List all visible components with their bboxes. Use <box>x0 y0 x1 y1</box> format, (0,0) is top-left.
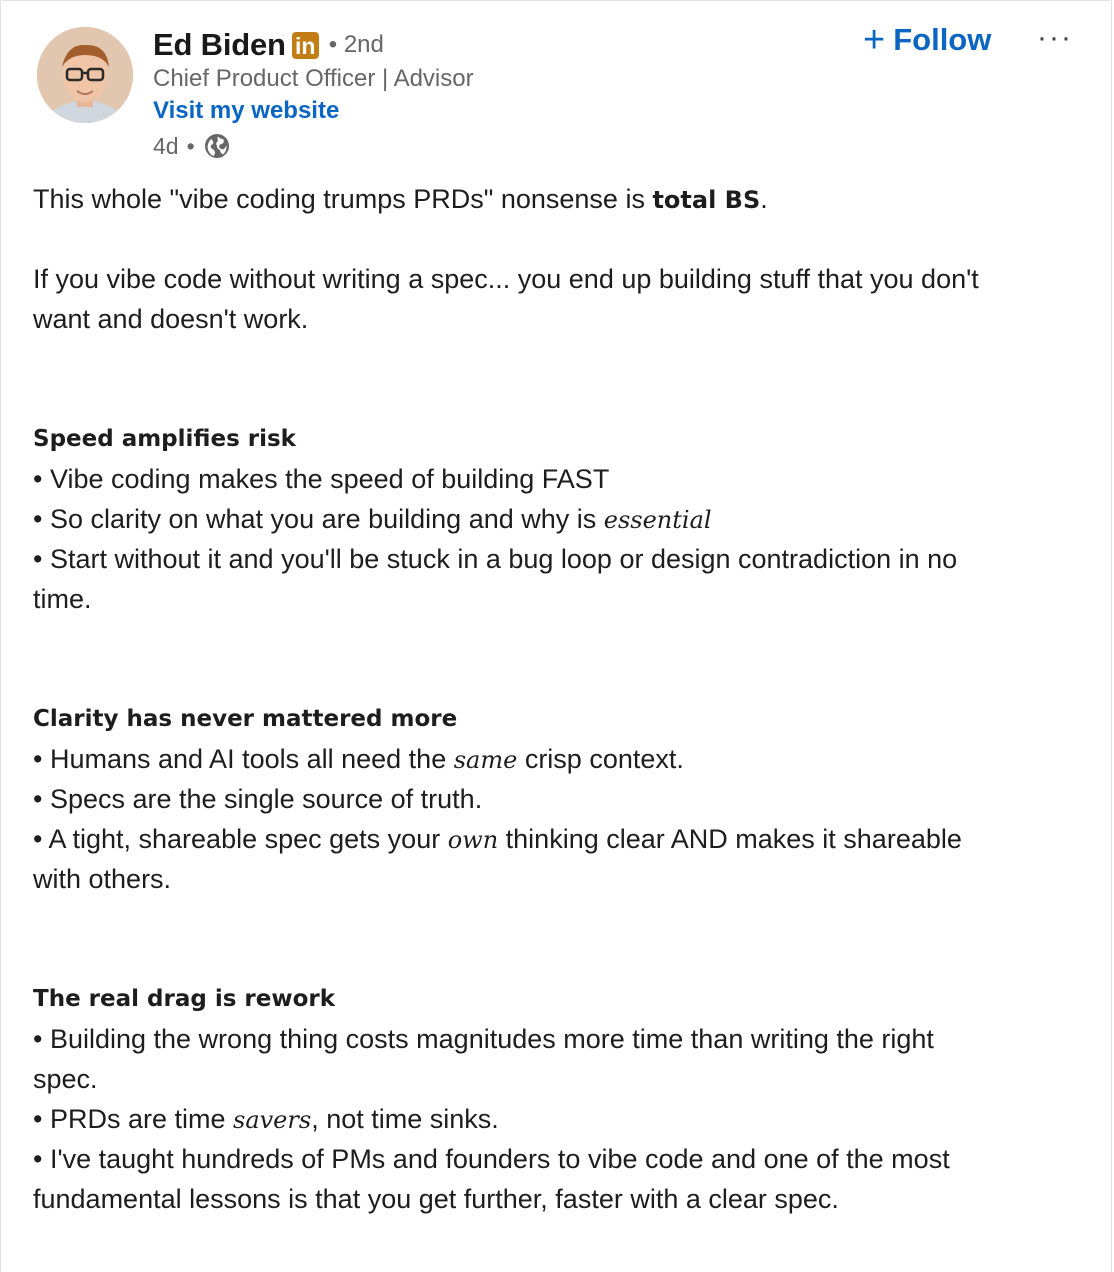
post-intro <box>33 179 1083 219</box>
post-paragraph-cont: want and doesn't work. <box>33 304 309 334</box>
avatar-photo <box>37 27 133 123</box>
bullet-emphasis: savers <box>233 1106 312 1134</box>
bullet-item <box>33 1099 1083 1139</box>
bullet-emphasis: own <box>447 826 499 854</box>
author-name[interactable]: Ed Biden <box>153 27 286 62</box>
section-heading: Speed amplifies risk <box>33 426 296 452</box>
bullet-item: • Specs are the single source of truth. <box>33 784 483 814</box>
bullet-item-cont: fundamental lessons is that you get further, faster with a clear spec. <box>33 1184 839 1214</box>
bullet-text: • PRDs are time <box>33 1104 233 1134</box>
bullet-item: • Start without it and you'll be stuck in a bug loop or design contradiction in no <box>33 544 958 574</box>
more-options-icon[interactable]: ··· <box>1037 21 1073 54</box>
intro-bold: total BS <box>652 186 761 214</box>
section-heading: Clarity has never mattered more <box>33 706 458 732</box>
bullet-text: thinking clear AND makes it shareable <box>498 824 962 854</box>
intro-text: This whole "vibe coding trumps PRDs" nonsense is <box>33 184 653 214</box>
post-paragraph: If you vibe code without writing a spec... you end up building stuff that you don't <box>33 264 979 294</box>
post-body <box>33 179 1083 1219</box>
bullet-text: • A tight, shareable spec gets your <box>33 824 448 854</box>
linkedin-premium-icon: in <box>292 32 319 59</box>
author-headline: Chief Product Officer | Advisor <box>153 65 474 92</box>
bullet-text: • Humans and AI tools all need the <box>33 744 454 774</box>
bullet-item <box>33 739 1083 779</box>
post-timestamp: 4d <box>153 132 179 159</box>
bullet-text: crisp context. <box>517 744 684 774</box>
connection-degree: • 2nd <box>328 31 384 58</box>
avatar[interactable] <box>37 27 133 123</box>
bullet-item <box>33 499 1083 539</box>
meta-separator: • <box>186 132 195 159</box>
follow-label: Follow <box>893 22 992 57</box>
bullet-item-cont: with others. <box>33 864 172 894</box>
bullet-emphasis: essential <box>603 506 712 534</box>
post-meta <box>153 131 231 161</box>
author-name-row <box>153 25 384 65</box>
bullet-item-cont: time. <box>33 584 92 614</box>
bullet-emphasis: same <box>453 746 518 774</box>
bullet-text: , not time sinks. <box>311 1104 499 1134</box>
bullet-item: • Vibe coding makes the speed of building FAST <box>33 464 610 494</box>
bullet-item <box>33 819 1083 859</box>
globe-icon <box>203 132 231 160</box>
bullet-item: • I've taught hundreds of PMs and founders to vibe code and one of the most <box>33 1144 950 1174</box>
plus-icon: + <box>863 19 886 61</box>
intro-end: . <box>760 184 768 214</box>
section-heading: The real drag is rework <box>33 986 336 1012</box>
bullet-item: • Building the wrong thing costs magnitudes more time than writing the right <box>33 1024 934 1054</box>
bullet-item-cont: spec. <box>33 1064 98 1094</box>
follow-button[interactable] <box>863 21 991 59</box>
bullet-text: • So clarity on what you are building and why is <box>33 504 604 534</box>
visit-website-link[interactable]: Visit my website <box>153 97 340 124</box>
